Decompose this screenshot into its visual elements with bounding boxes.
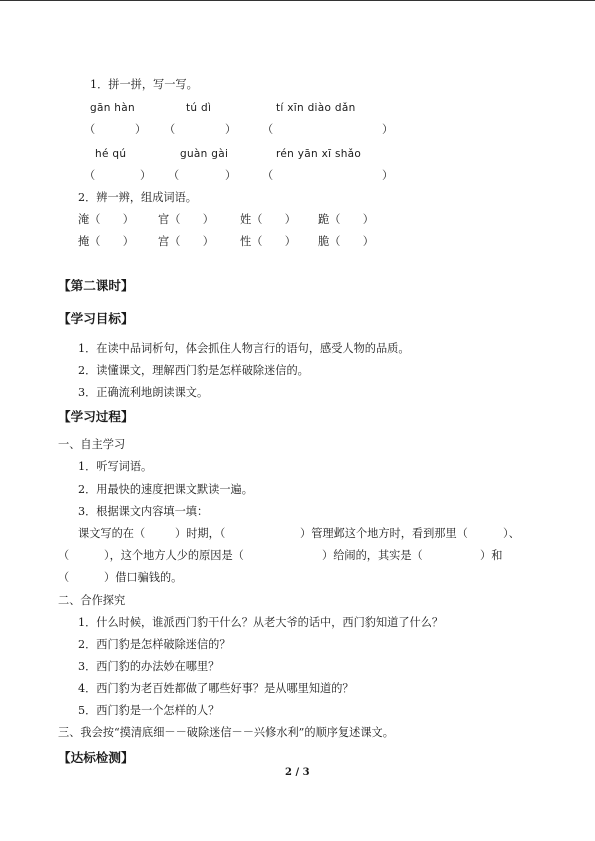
part-two-item-4: 4．西门豹为老百姓都做了哪些好事？是从哪里知道的？ (78, 682, 354, 695)
fill-line1-c: ）管理邺这个地方时，看到那里（ (300, 527, 468, 540)
pinyin-renyanxishao: rén yān xī shǎo (276, 148, 362, 160)
answer-box-1-2: （ (164, 123, 176, 136)
part-one-item-1: 1．听写词语。 (78, 460, 153, 473)
answer-box-2-2: （ (168, 169, 180, 182)
part-two-title: 二、合作探究 (58, 594, 126, 607)
goal-1: 1．在读中品词析句，体会抓住人物言行的语句，感受人物的品质。 (78, 342, 410, 355)
pair-cui: 脆（ ） (318, 235, 374, 248)
answer-box-1-1: （ (84, 123, 96, 136)
answer-box-2-2-end: ） (225, 169, 237, 182)
top-rule (0, 0, 595, 1)
pinyin-guangai: guàn gài (180, 148, 229, 160)
fill-line1-a: 课文写的在（ (78, 527, 146, 540)
part-two-item-3: 3．西门豹的办法妙在哪里？ (78, 660, 220, 673)
goal-2: 2．读懂课文，理解西门豹是怎样破除迷信的。 (78, 364, 309, 377)
pinyin-ganhan: gān hàn (90, 102, 135, 114)
pinyin-tixindiaodan: tí xīn diào dǎn (276, 102, 356, 114)
heading-lesson2: 【第二课时】 (58, 278, 134, 293)
answer-box-2-3: （ (262, 169, 274, 182)
fill-line2-b: ），这个地方人少的原因是（ (104, 549, 244, 562)
part-one-item-2: 2．用最快的速度把课文默读一遍。 (78, 483, 253, 496)
part-one-item-3: 3．根据课文内容填一填： (78, 505, 209, 518)
goal-3: 3．正确流利地朗读课文。 (78, 386, 209, 399)
page-number: 2 / 3 (285, 767, 310, 778)
answer-box-1-1-end: ） (135, 123, 147, 136)
pair-xing2: 性（ ） (240, 235, 296, 248)
fill-line2-c: ）给闹的，其实是（ (322, 549, 423, 562)
pair-yan2: 掩（ ） (78, 235, 134, 248)
pair-xing: 姓（ ） (240, 213, 296, 226)
pair-yan: 淹（ ） (78, 213, 134, 226)
item-pinyin-title: 1．拼一拼，写一写。 (90, 78, 198, 91)
heading-goals: 【学习目标】 (58, 311, 134, 326)
answer-box-2-3-end: ） (382, 169, 394, 182)
pair-guan: 官（ ） (158, 213, 214, 226)
part-two-item-2: 2．西门豹是怎样破除迷信的？ (78, 638, 231, 651)
fill-line2-a: （ (58, 549, 70, 562)
pair-gui: 跪（ ） (318, 213, 374, 226)
heading-check: 【达标检测】 (58, 750, 134, 765)
answer-box-2-1: （ (84, 169, 96, 182)
answer-box-1-3: （ (262, 123, 274, 136)
answer-box-2-1-end: ） (140, 169, 152, 182)
fill-line3-b: ）借口骗钱的。 (104, 571, 183, 584)
answer-box-1-3-end: ） (382, 123, 394, 136)
part-three-text: 三、我会按“摸清底细－－破除迷信－－兴修水利”的顺序复述课文。 (58, 726, 394, 739)
part-one-title: 一、自主学习 (58, 438, 126, 451)
pinyin-tudi: tú dì (186, 102, 212, 114)
item-word-pairs-title: 2．辨一辨，组成词语。 (78, 191, 197, 204)
part-two-item-1: 1．什么时候，谁派西门豹干什么？从老大爷的话中，西门豹知道了什么？ (78, 616, 444, 629)
heading-process: 【学习过程】 (58, 409, 134, 424)
fill-line1-d: ）、 (503, 527, 520, 540)
fill-line3-a: （ (58, 571, 70, 584)
pinyin-hequ: hé qú (95, 148, 127, 160)
fill-line1-b: ）时期，（ (175, 527, 226, 540)
fill-line2-d: ）和 (480, 549, 503, 562)
pair-gong: 宫（ ） (158, 235, 214, 248)
answer-box-1-2-end: ） (225, 123, 237, 136)
part-two-item-5: 5．西门豹是一个怎样的人？ (78, 704, 220, 717)
